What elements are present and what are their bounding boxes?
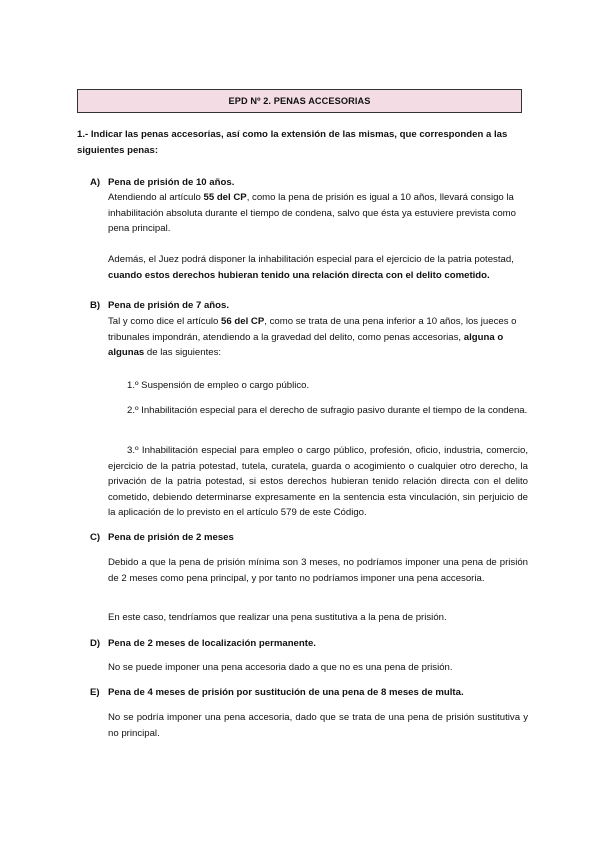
section-b-p1-text-end: de las siguientes: [144, 347, 222, 358]
section-b-heading: Pena de prisión de 7 años. [108, 300, 230, 311]
section-e-heading: Pena de 4 meses de prisión por sustitución de una pena de 8 meses de multa. [108, 687, 464, 698]
question-line-2: siguientes penas: [77, 144, 159, 156]
section-a-heading: Pena de prisión de 10 años. [108, 177, 235, 188]
section-d-paragraph-1: No se puede imponer una pena accesoria dado a que no es una pena de prisión. [108, 662, 453, 673]
document-title: EPD Nº 2. PENAS ACCESORIAS [228, 96, 371, 106]
question-text [77, 127, 527, 158]
question-line-1: 1.- Indicar las penas accesorias, así como la extensión de las mismas, que corresponden a las [77, 129, 508, 140]
section-a-p1-text: Atendiendo al artículo [108, 192, 204, 203]
section-d-heading: Pena de 2 meses de localización permanente. [108, 638, 316, 649]
section-a-paragraph-1 [108, 190, 528, 237]
section-a-p1-text-end: , como la pena de prisión es igual a 10 años, llevará consigo la inhabilitación absoluta durante el tiempo de condena, salvo que ésta ya estuviere prevista como pena principal. [108, 192, 516, 234]
section-b-item-3: 3.º Inhabilitación especial para empleo o cargo público, profesión, oficio, industria, comercio, ejercicio de la patria potestad, tutela, curatela, guarda o acogimiento o cualquier otro derecho, la privación de la patria potestad, si estos derechos hubieran tenido relación directa con el delito cometido, debiendo determinarse expresamente en la sentencia esta vinculación, sin perjuicio de la aplicación de lo previsto en el artículo 579 de este Código. [108, 445, 528, 518]
section-a-p2-text: Además, el Juez podrá disponer la inhabilitación especial para el ejercicio de la patria potestad, [108, 254, 514, 265]
document-title-box [77, 89, 522, 113]
section-b-item-2: 2.º Inhabilitación especial para el derecho de sufragio pasivo durante el tiempo de la condena. [127, 405, 528, 416]
section-c-paragraph-2: En este caso, tendríamos que realizar una pena sustitutiva a la pena de prisión. [108, 612, 447, 623]
section-a-paragraph-2 [108, 252, 528, 283]
section-c-paragraph-1: Debido a que la pena de prisión mínima son 3 meses, no podríamos imponer una pena de prisión de 2 meses como pena principal, y por tanto no podríamos imponer una pena accesoria. [108, 557, 528, 584]
section-e-marker: E) [90, 687, 100, 698]
section-a-marker: A) [90, 177, 101, 188]
section-a-p2-bold: cuando estos derechos hubieran tenido una relación directa con el delito cometido. [108, 269, 490, 281]
section-b-p1-article: 56 del CP [221, 316, 265, 327]
section-b-item-1: 1.º Suspensión de empleo o cargo público. [127, 380, 310, 391]
section-b-paragraph-1 [108, 314, 528, 361]
section-a-p1-article: 55 del CP [203, 192, 247, 203]
section-d-marker: D) [90, 638, 101, 649]
section-b-p1-bold: alguna o algunas [108, 331, 504, 358]
section-b-p1-text-mid: , como se trata de una pena inferior a 10 años, los jueces o tribunales impondrán, atendiendo a la gravedad del delito, como penas accesorias, [108, 316, 517, 343]
section-c-marker: C) [90, 532, 101, 543]
section-b-marker: B) [90, 300, 101, 311]
section-c-heading: Pena de prisión de 2 meses [108, 532, 234, 543]
section-b-p1-text: Tal y como dice el artículo [108, 316, 222, 327]
section-e-paragraph-1: No se podría imponer una pena accesoria, dado que se trata de una pena de prisión sustitutiva y no principal. [108, 712, 528, 739]
